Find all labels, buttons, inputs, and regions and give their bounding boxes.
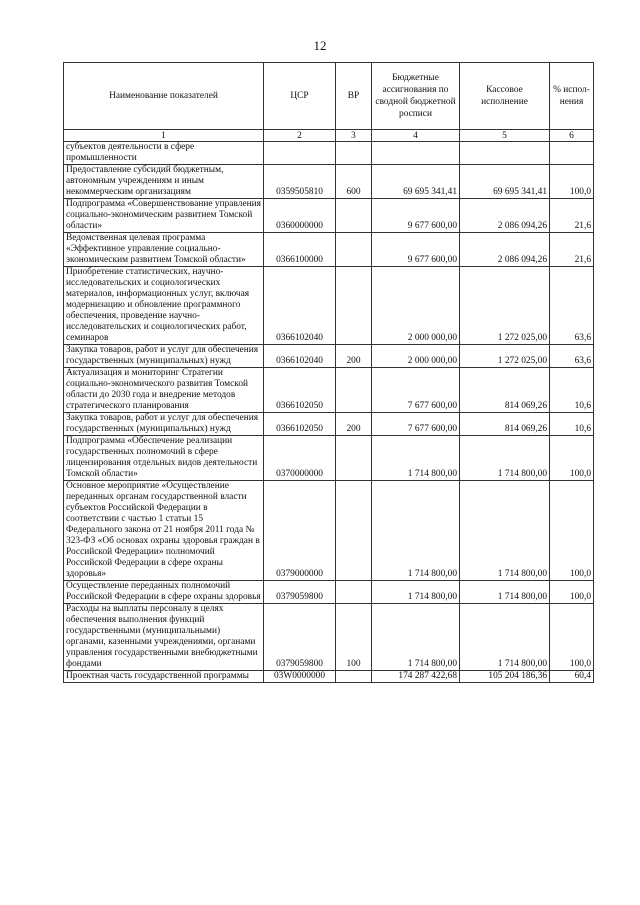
indicator-name: Закупка товаров, работ и услуг для обеспечения государственных (муниципальных) нужд [64,345,264,368]
indicator-name: Приобретение статистических, научно-исследовательских и социологических материалов, информационных услуг, включая модернизацию и обновление программного обеспечения, проведение научно-исследовательских и социологических работ, семинаров [64,267,264,345]
column-number: 3 [336,130,372,142]
page-number: 12 [313,38,327,53]
column-number: 1 [64,130,264,142]
target-article-code: 0366100000 [264,233,336,267]
budget-allocation-value: 9 677 600,00 [372,199,460,233]
execution-percent-value: 100,0 [550,604,594,671]
header-indicator-name: Наименование показателей [64,63,264,130]
table-row [64,165,594,199]
execution-percent-value: 10,6 [550,368,594,413]
expense-type-code [336,233,372,267]
budget-allocation-value: 1 714 800,00 [372,604,460,671]
target-article-code: 0366102050 [264,413,336,436]
indicator-name: Осуществление переданных полномочий Российской Федерации в сфере охраны здоровья [64,581,264,604]
budget-allocation-value: 174 287 422,68 [372,671,460,683]
indicator-name: Проектная часть государственной программы [64,671,264,683]
table-row [64,436,594,481]
execution-percent-value: 60,4 [550,671,594,683]
expense-type-code: 600 [336,165,372,199]
indicator-name: Закупка товаров, работ и услуг для обеспечения государственных (муниципальных) нужд [64,413,264,436]
cash-execution-value: 1 272 025,00 [460,267,550,345]
table-row [64,581,594,604]
table-row [64,267,594,345]
budget-execution-table [63,62,594,683]
expense-type-code: 200 [336,413,372,436]
table-body [64,142,594,683]
indicator-name: Ведомственная целевая программа «Эффективное управление социально-экономическим развитием Томской области» [64,233,264,267]
cash-execution-value: 2 086 094,26 [460,199,550,233]
column-number: 6 [550,130,594,142]
target-article-code [264,142,336,165]
expense-type-code [336,199,372,233]
expense-type-code [336,481,372,581]
indicator-name: Подпрограмма «Обеспечение реализации государственных полномочий в сфере лицензирования отдельных видов деятельности Томской области» [64,436,264,481]
cash-execution-value: 814 069,26 [460,368,550,413]
table-row [64,481,594,581]
target-article-code: 0370000000 [264,436,336,481]
indicator-name: субъектов деятельности в сфере промышленности [64,142,264,165]
header-cash-execution: Кассовое исполнение [460,63,550,130]
budget-allocation-value: 7 677 600,00 [372,413,460,436]
column-number: 4 [372,130,460,142]
column-number: 2 [264,130,336,142]
execution-percent-value: 100,0 [550,581,594,604]
table-row [64,142,594,165]
column-number: 5 [460,130,550,142]
header-budget-allocations: Бюджетные ассигнования по сводной бюджетной росписи [372,63,460,130]
table-header-row [64,63,594,130]
header-vr: ВР [336,63,372,130]
cash-execution-value: 1 714 800,00 [460,436,550,481]
table-row [64,413,594,436]
execution-percent-value: 63,6 [550,345,594,368]
table-row [64,345,594,368]
budget-allocation-value: 69 695 341,41 [372,165,460,199]
header-execution-percent: % испол-нения [550,63,594,130]
budget-allocation-value: 2 000 000,00 [372,267,460,345]
target-article-code: 0379000000 [264,481,336,581]
target-article-code: 0379059800 [264,581,336,604]
expense-type-code [336,142,372,165]
execution-percent-value: 100,0 [550,481,594,581]
expense-type-code [336,581,372,604]
cash-execution-value: 814 069,26 [460,413,550,436]
budget-allocation-value [372,142,460,165]
table-row [64,671,594,683]
execution-percent-value: 21,6 [550,233,594,267]
expense-type-code [336,267,372,345]
budget-allocation-value: 1 714 800,00 [372,436,460,481]
indicator-name: Основное мероприятие «Осуществление переданных органам государственной власти субъектов Российской Федерации в соответствии с частью 1 статьи 15 Федерального закона от 21 ноября 2011 года № 323-ФЗ «Об основах охраны здоровья граждан в Российской Федерации» полномочий Российской Федерации в сфере охраны здоровья» [64,481,264,581]
cash-execution-value: 1 714 800,00 [460,604,550,671]
table-row [64,604,594,671]
target-article-code: 0366102040 [264,267,336,345]
expense-type-code: 200 [336,345,372,368]
table-row [64,233,594,267]
table-row [64,368,594,413]
cash-execution-value [460,142,550,165]
cash-execution-value: 1 272 025,00 [460,345,550,368]
budget-allocation-value: 2 000 000,00 [372,345,460,368]
header-csr: ЦСР [264,63,336,130]
table-row [64,199,594,233]
target-article-code: 0379059800 [264,604,336,671]
budget-allocation-value: 9 677 600,00 [372,233,460,267]
cash-execution-value: 2 086 094,26 [460,233,550,267]
indicator-name: Актуализация и мониторинг Стратегии социально-экономического развития Томской области до 2030 года и внедрение методов стратегического планирования [64,368,264,413]
target-article-code: 0359505810 [264,165,336,199]
execution-percent-value [550,142,594,165]
execution-percent-value: 10,6 [550,413,594,436]
column-number-row [64,130,594,142]
target-article-code: 0366102040 [264,345,336,368]
budget-allocation-value: 7 677 600,00 [372,368,460,413]
indicator-name: Расходы на выплаты персоналу в целях обеспечения выполнения функций государственными (муниципальными) органами, казенными учреждениями, органами управления государственными внебюджетными фондами [64,604,264,671]
target-article-code: 0366102050 [264,368,336,413]
expense-type-code [336,368,372,413]
cash-execution-value: 1 714 800,00 [460,581,550,604]
execution-percent-value: 21,6 [550,199,594,233]
cash-execution-value: 105 204 186,36 [460,671,550,683]
budget-allocation-value: 1 714 800,00 [372,481,460,581]
target-article-code: 03W0000000 [264,671,336,683]
indicator-name: Подпрограмма «Совершенствование управления социально-экономическим развитием Томской области» [64,199,264,233]
expense-type-code [336,671,372,683]
target-article-code: 0360000000 [264,199,336,233]
indicator-name: Предоставление субсидий бюджетным, автономным учреждениям и иным некоммерческим организациям [64,165,264,199]
cash-execution-value: 1 714 800,00 [460,481,550,581]
expense-type-code [336,436,372,481]
execution-percent-value: 100,0 [550,165,594,199]
cash-execution-value: 69 695 341,41 [460,165,550,199]
execution-percent-value: 100,0 [550,436,594,481]
execution-percent-value: 63,6 [550,267,594,345]
expense-type-code: 100 [336,604,372,671]
budget-allocation-value: 1 714 800,00 [372,581,460,604]
